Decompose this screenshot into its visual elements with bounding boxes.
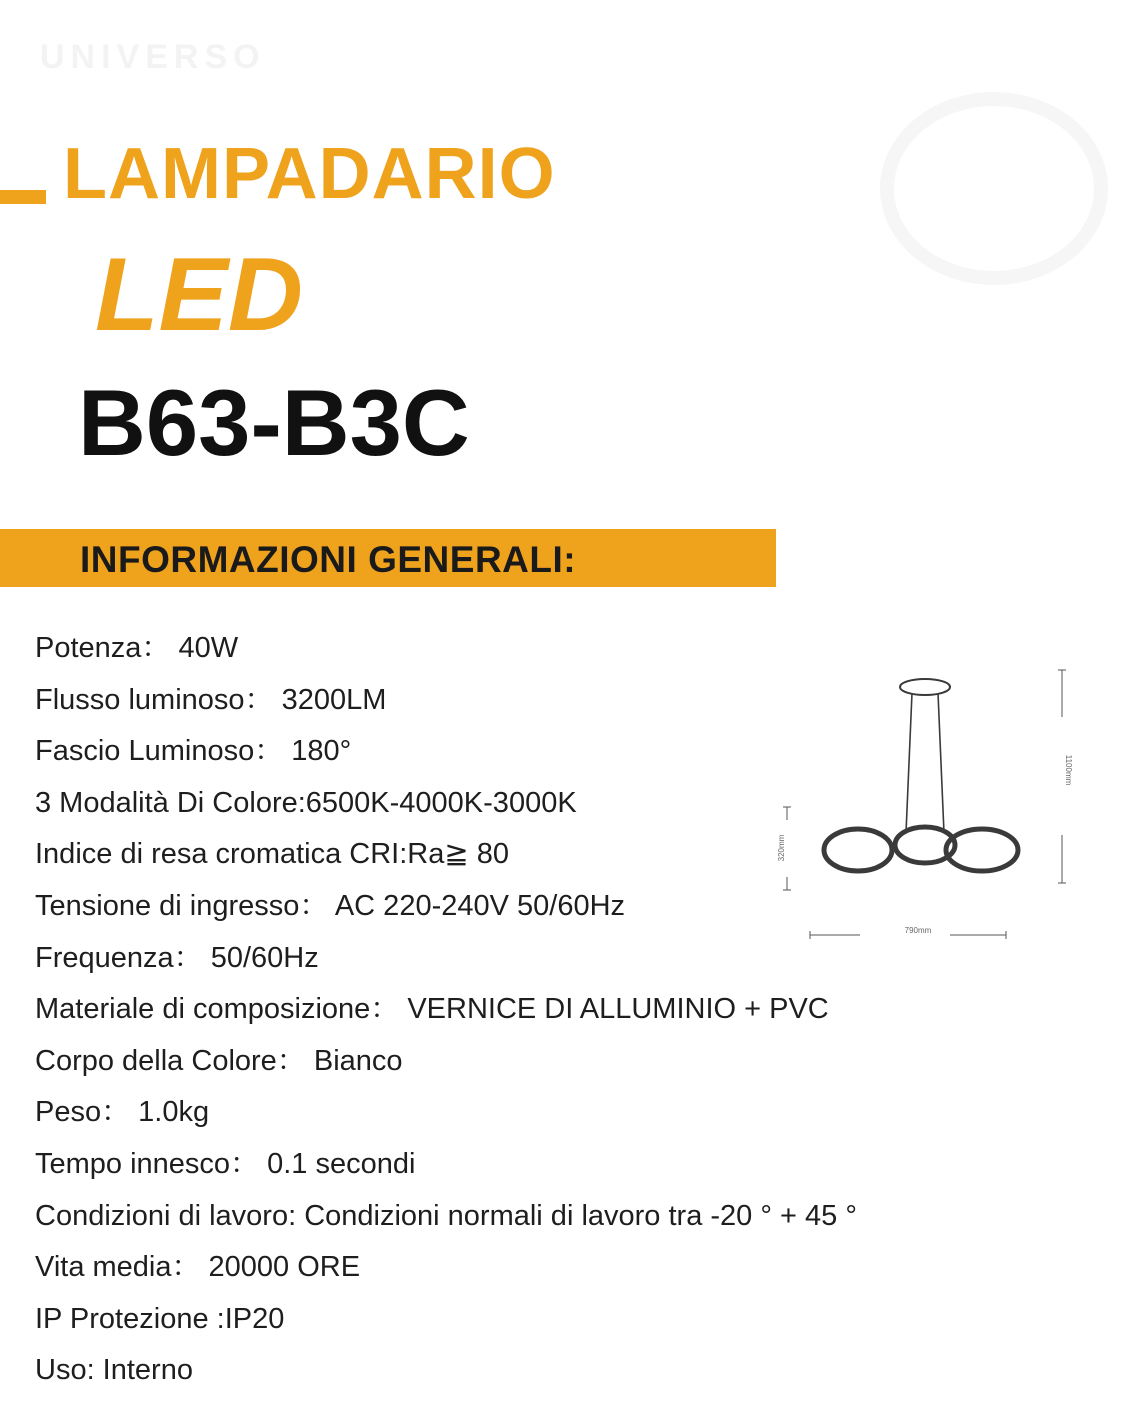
spec-modalita-colore: 3 Modalità Di Colore:6500K-4000K-3000K <box>35 786 577 819</box>
spec-peso: Peso： 1.0kg <box>35 1096 210 1129</box>
title-led: LED <box>95 237 303 353</box>
dimension-label-ring-height: 320mm <box>777 834 786 862</box>
spec-ip-protezione: IP Protezione :IP20 <box>35 1302 285 1335</box>
spec-fascio-luminoso: Fascio Luminoso： 180° <box>35 735 352 768</box>
spec-corpo-colore: Corpo della Colore： Bianco <box>35 1044 403 1077</box>
spec-condizioni-lavoro: Condizioni di lavoro: Condizioni normali di lavoro tra -20 ° + 45 ° <box>35 1199 857 1232</box>
spec-vita-media: Vita media： 20000 ORE <box>35 1251 361 1284</box>
spec-cri: Indice di resa cromatica CRI:Ra≧ 80 <box>35 838 509 871</box>
spec-potenza: Potenza： 40W <box>35 632 239 664</box>
spec-list <box>35 627 857 1401</box>
spec-uso: Uso: Interno <box>35 1354 193 1387</box>
spec-frequenza: Frequenza： 50/60Hz <box>35 941 319 974</box>
watermark-circle <box>880 92 1108 285</box>
chandelier-illustration <box>824 679 1018 871</box>
spec-tensione: Tensione di ingresso： AC 220-240V 50/60Hz <box>35 889 626 922</box>
model-code: B63-B3C <box>78 370 470 475</box>
title-lampadario: LAMPADARIO <box>63 134 556 214</box>
spec-tempo-innesco: Tempo innesco： 0.1 secondi <box>35 1147 416 1180</box>
watermark-text: UNIVERSO <box>40 38 266 76</box>
spec-materiale: Materiale di composizione： VERNICE DI ALLUMINIO + PVC <box>35 993 829 1026</box>
spec-flusso-luminoso: Flusso luminoso： 3200LM <box>35 683 387 716</box>
chandelier-dimension-drawing <box>770 655 1090 955</box>
dimension-label-width: 790mm <box>904 926 932 935</box>
title-accent-bar <box>0 190 46 204</box>
section-title: INFORMAZIONI GENERALI: <box>80 539 577 580</box>
dimension-label-height: 1100mm <box>1064 754 1073 786</box>
